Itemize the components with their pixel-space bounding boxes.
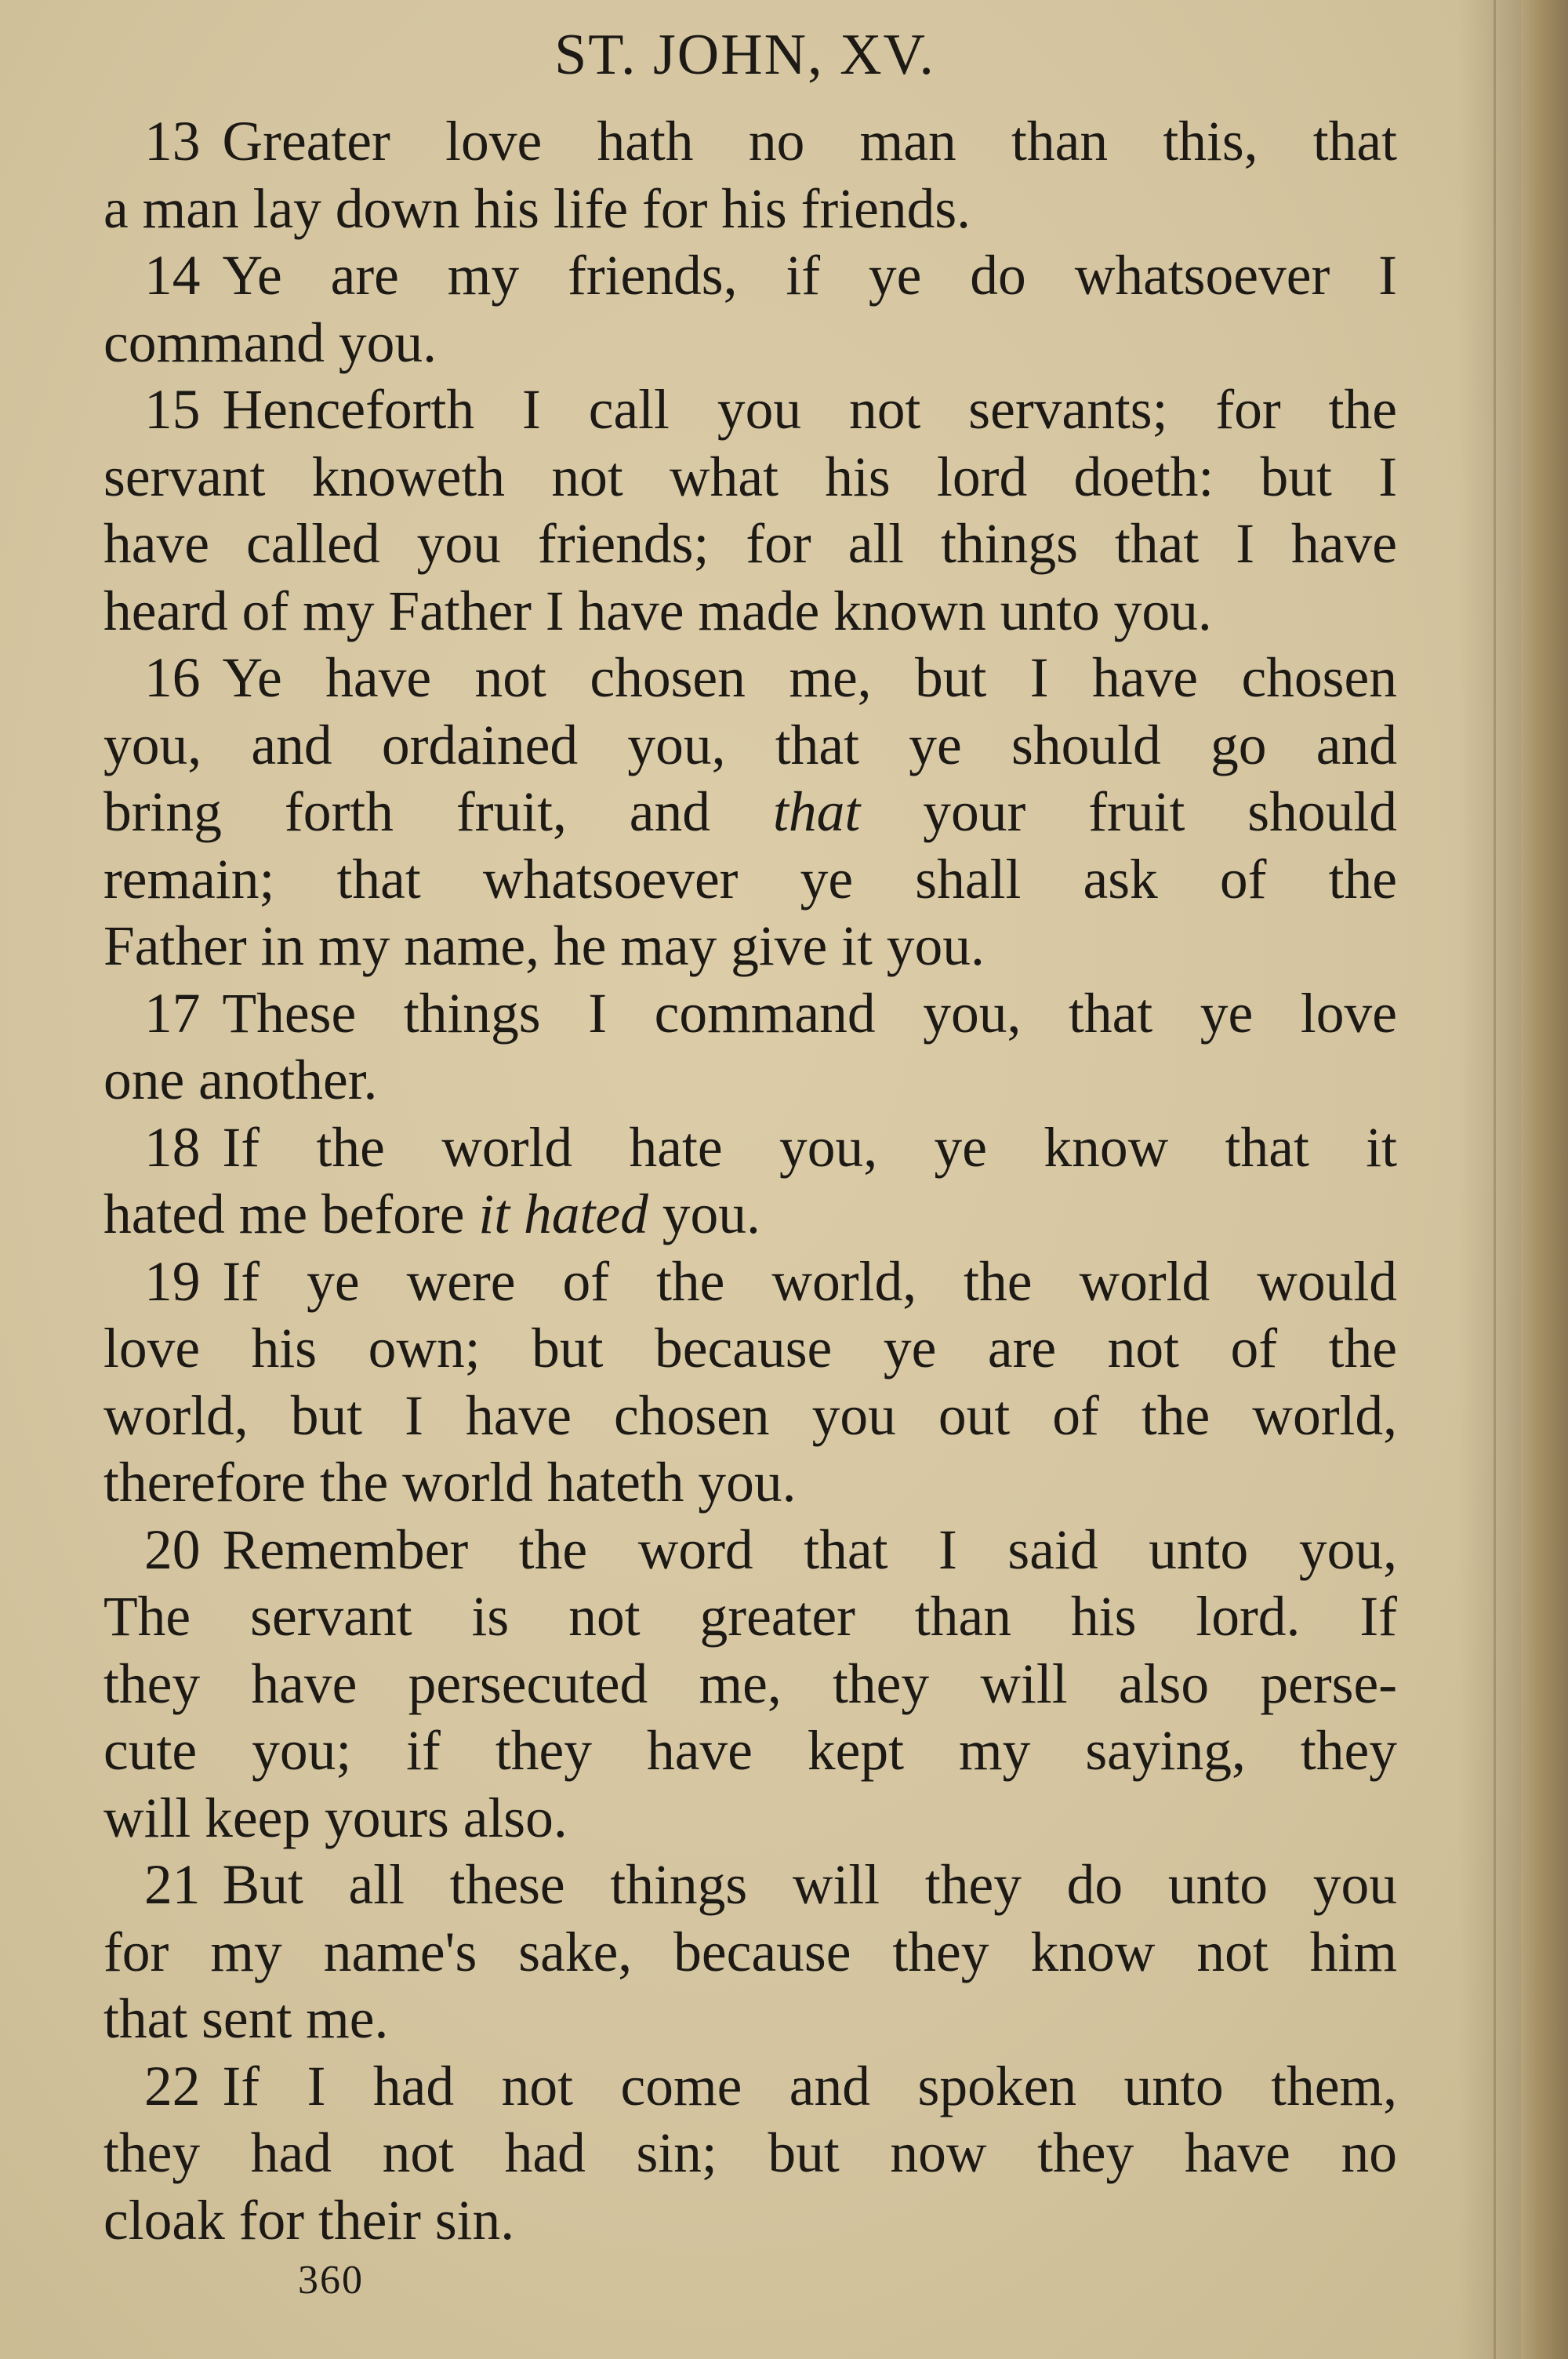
verse-line: [103, 1717, 1397, 1785]
verse-19: [103, 1249, 1397, 1517]
verse-20: [103, 1517, 1397, 1852]
text-segment: Father in my name, he may give it you.: [103, 915, 985, 977]
text-segment: servant knoweth not what his lord doeth: but I: [103, 445, 1397, 508]
scripture-text: [103, 108, 1397, 2254]
verse-22: [103, 2053, 1397, 2255]
text-segment: that sent me.: [103, 1988, 389, 2050]
verse-line: [103, 310, 1397, 377]
verse-line: [103, 2120, 1397, 2187]
verse-line: [103, 913, 1397, 980]
verse-13: [103, 108, 1397, 242]
text-segment: command you.: [103, 311, 437, 374]
verse-number: 20: [144, 1518, 201, 1581]
text-segment: Greater love hath no man than this, that: [222, 111, 1397, 173]
verse-line: [103, 1047, 1397, 1114]
text-segment: cloak for their sin.: [103, 2189, 515, 2252]
text-segment: your fruit should: [860, 781, 1397, 843]
text-segment: one another.: [103, 1049, 378, 1111]
verse-number: 21: [144, 1854, 201, 1916]
verse-line: [103, 1181, 1397, 1249]
verse-number: 15: [144, 379, 201, 441]
text-segment: you.: [648, 1183, 760, 1245]
text-segment: If ye were of the world, the world would: [222, 1250, 1397, 1313]
verse-17: [103, 980, 1397, 1114]
running-header: ST. JOHN, XV.: [554, 23, 935, 87]
verse-number: 19: [144, 1250, 201, 1313]
verse-15: [103, 376, 1397, 645]
text-segment: a man lay down his life for his friends.: [103, 177, 971, 240]
verse-14: [103, 242, 1397, 376]
verse-16: [103, 645, 1397, 980]
verse-line: [103, 712, 1397, 780]
text-segment: bring forth fruit, and: [103, 781, 773, 843]
text-segment: they had not had sin; but now they have no: [103, 2122, 1397, 2184]
verse-line: [103, 1517, 1397, 1584]
text-segment: These things I command you, that ye love: [222, 982, 1397, 1045]
text-segment: But all these things will they do unto you: [222, 1854, 1397, 1916]
verse-line: [103, 108, 1397, 176]
verse-line: [103, 242, 1397, 310]
verse-line: [103, 1785, 1397, 1852]
text-segment: Ye have not chosen me, but I have chosen: [222, 647, 1397, 709]
text-segment: If the world hate you, ye know that it: [222, 1116, 1397, 1179]
verse-line: [103, 176, 1397, 243]
verse-number: 14: [144, 245, 201, 307]
verse-number: 17: [144, 982, 201, 1045]
text-segment: The servant is not greater than his lord. If: [103, 1586, 1397, 1648]
verse-line: [103, 2053, 1397, 2121]
verse-line: [103, 1114, 1397, 1182]
gutter-shadow: [1494, 0, 1496, 2359]
verse-18: [103, 1114, 1397, 1249]
text-segment: have called you friends; for all things that I have: [103, 513, 1397, 575]
text-segment: therefore the world hateth you.: [103, 1452, 797, 1514]
verse-line: [103, 980, 1397, 1048]
text-segment: they have persecuted me, they will also perse-: [103, 1652, 1397, 1715]
verse-number: 13: [144, 111, 201, 173]
verse-line: [103, 578, 1397, 645]
verse-line: [103, 1449, 1397, 1517]
verse-line: [103, 1383, 1397, 1450]
verse-line: [103, 511, 1397, 578]
page-edge: [1521, 0, 1568, 2359]
text-segment: remain; that whatsoever ye shall ask of the: [103, 848, 1397, 911]
text-segment: for my name's sake, because they know not him: [103, 1921, 1397, 1983]
text-segment: Remember the word that I said unto you,: [222, 1518, 1397, 1581]
verse-line: [103, 1315, 1397, 1383]
verse-line: [103, 779, 1397, 846]
verse-line: [103, 1986, 1397, 2053]
verse-line: [103, 376, 1397, 444]
text-segment: Henceforth I call you not servants; for the: [222, 379, 1397, 441]
verse-line: [103, 1919, 1397, 1986]
verse-number: 18: [144, 1116, 201, 1179]
text-segment: If I had not come and spoken unto them,: [222, 2055, 1397, 2117]
text-segment: Ye are my friends, if ye do whatsoever I: [222, 245, 1397, 307]
verse-21: [103, 1852, 1397, 2053]
verse-line: [103, 2187, 1397, 2255]
verse-line: [103, 444, 1397, 511]
verse-line: [103, 1651, 1397, 1718]
text-segment: world, but I have chosen you out of the world,: [103, 1384, 1397, 1447]
text-segment: cute you; if they have kept my saying, they: [103, 1720, 1397, 1782]
verse-line: [103, 645, 1397, 712]
verse-number: 22: [144, 2055, 201, 2117]
verse-line: [103, 846, 1397, 914]
text-segment: love his own; but because ye are not of the: [103, 1318, 1397, 1379]
verse-line: [103, 1852, 1397, 1919]
verse-line: [103, 1249, 1397, 1316]
italic-word: that: [773, 781, 861, 843]
italic-word: it hated: [478, 1183, 648, 1245]
verse-line: [103, 1583, 1397, 1651]
text-segment: hated me before: [103, 1183, 479, 1245]
text-segment: heard of my Father I have made known unto you.: [103, 580, 1212, 642]
page-number: 360: [298, 2258, 364, 2303]
text-segment: will keep yours also.: [103, 1787, 568, 1849]
verse-number: 16: [144, 647, 201, 709]
text-segment: you, and ordained you, that ye should go and: [103, 714, 1397, 776]
